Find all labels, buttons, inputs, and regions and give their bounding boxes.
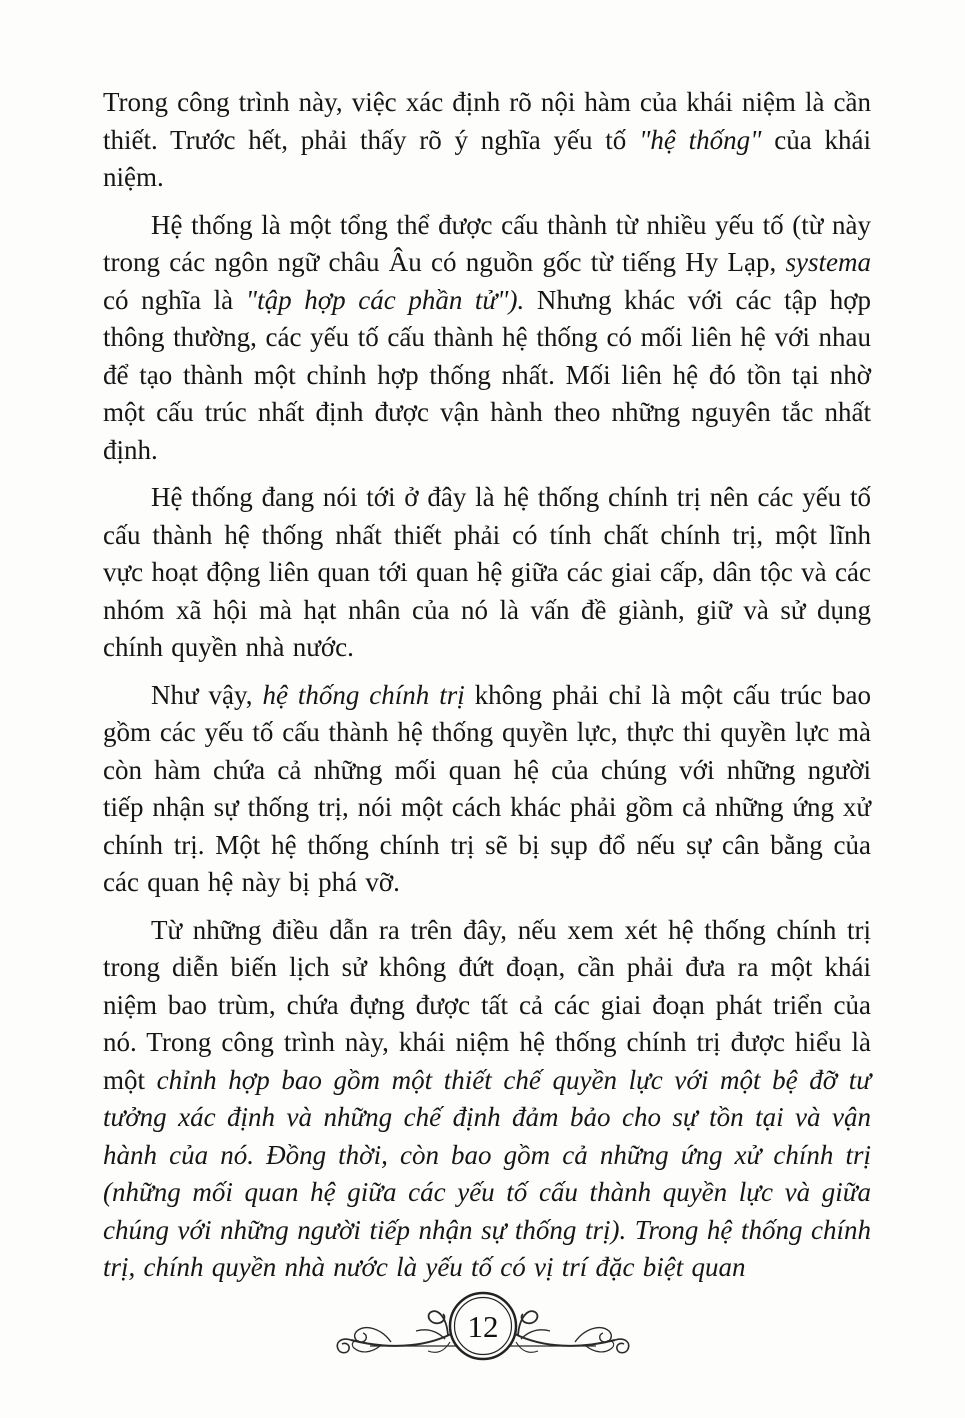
- text-block: [103, 84, 871, 1297]
- paragraph: [103, 912, 871, 1287]
- paragraph: [103, 479, 871, 667]
- text-run: Như vậy,: [151, 679, 263, 710]
- paragraph: [103, 84, 871, 197]
- italic-text-run: "hệ thống": [639, 124, 762, 155]
- italic-text-run: "tập hợp các phần tử").: [245, 284, 525, 315]
- italic-text-run: hệ thống chính trị: [262, 679, 465, 710]
- text-run: Hệ thống là một tổng thể được cấu thành từ nhiều yếu tố (từ này trong các ngôn ngữ châu Âu có nguồn gốc từ tiếng Hy Lạp,: [103, 209, 871, 277]
- text-run: không phải chỉ là một cấu trúc bao gồm các yếu tố cấu thành hệ thống quyền lực, thực thi quyền lực mà còn hàm chứa cả những mối quan hệ của chúng với những người tiếp nhận sự thống trị, nói một cách khác phải gồm cả những ứng xử chính trị. Một hệ thống chính trị sẽ bị sụp đổ nếu sự cân bằng của các quan hệ này bị phá vỡ.: [103, 679, 872, 897]
- text-run: Từ những điều dẫn ra trên đây, nếu xem xét hệ thống chính trị trong diễn biến lịch sử không đứt đoạn, cần phải đưa ra một khái niệm bao trùm, chứa đựng được tất cả các giai đoạn phát triển của nó. Trong công trình này, khái niệm hệ thống chính trị được hiểu là một: [103, 914, 871, 1095]
- text-run: Nhưng khác với các tập hợp thông thường, các yếu tố cấu thành hệ thống có mối liên hệ với nhau để tạo thành một chỉnh hợp thống nhất. Mối liên hệ đó tồn tại nhờ một cấu trúc nhất định được vận hành theo những nguyên tắc nhất định.: [103, 284, 871, 465]
- paragraph: [103, 677, 871, 902]
- text-run: Trong công trình này, việc xác định rõ nội hàm của khái niệm là cần thiết. Trước hết, phải thấy rõ ý nghĩa yếu tố: [103, 87, 871, 155]
- page-number: 12: [467, 1309, 498, 1344]
- text-run: Hệ thống đang nói tới ở đây là hệ thống chính trị nên các yếu tố cấu thành hệ thống nhất thiết phải có tính chất chính trị, một lĩnh vực hoạt động liên quan tới quan hệ giữa các giai cấp, dân tộc và các nhóm xã hội mà hạt nhân của nó là vấn đề giành, giữ và sử dụng chính quyền nhà nước.: [103, 482, 871, 662]
- text-run: của khái niệm.: [103, 124, 871, 192]
- italic-text-run: systema: [785, 247, 871, 277]
- italic-text-run: chỉnh hợp bao gồm một thiết chế quyền lực với một bệ đỡ tư tưởng xác định và những chế định đảm bảo cho sự tồn tại và vận hành của nó. Đồng thời, còn bao gồm cả những ứng xử chính trị (những mối quan hệ giữa các yếu tố cấu thành quyền lực và giữa chúng với những người tiếp nhận sự thống trị). Trong hệ thống chính trị, chính quyền nhà nước là yếu tố có vị trí đặc biệt quan: [103, 1064, 872, 1282]
- flourish-divider-icon: [328, 1276, 638, 1380]
- text-run: có nghĩa là: [103, 284, 246, 315]
- paragraph: [103, 207, 871, 470]
- page-footer-ornament: [328, 1276, 638, 1380]
